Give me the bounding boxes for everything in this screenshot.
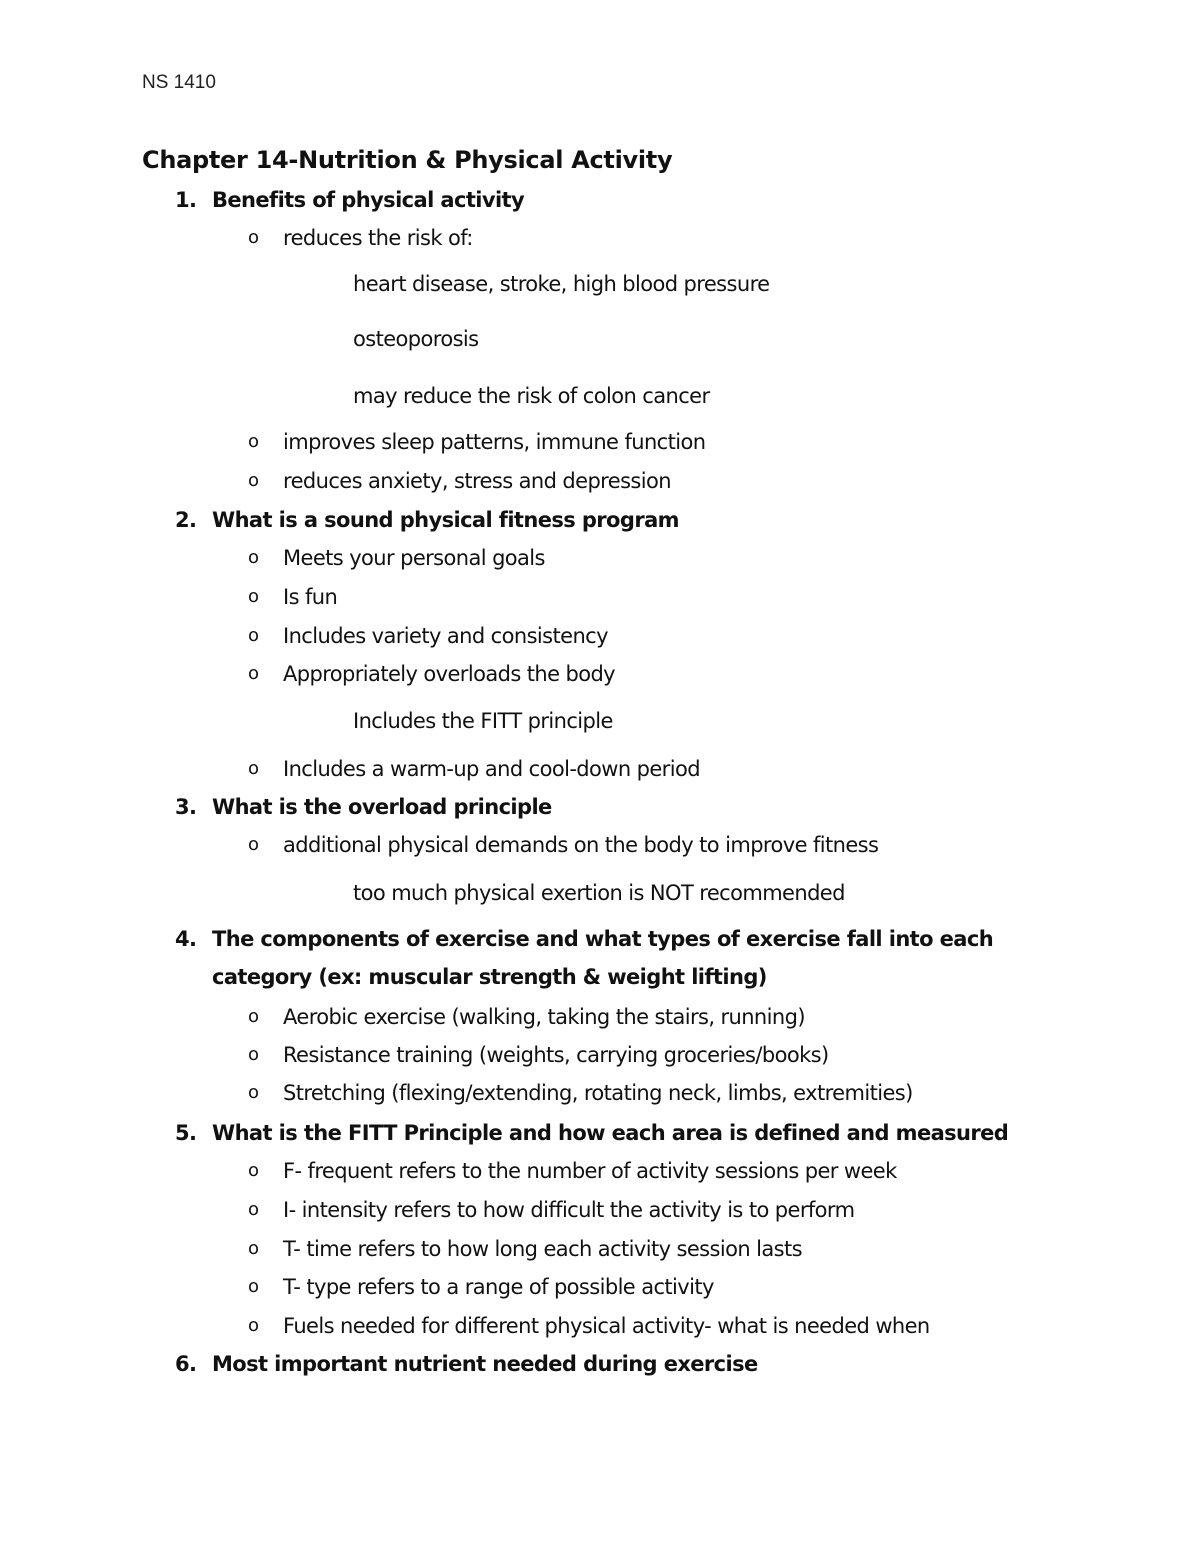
bullet-icon: o <box>248 547 259 568</box>
item-text: T- type refers to a range of possible activity <box>283 1275 714 1299</box>
section-question: Benefits of physical activity <box>212 188 525 212</box>
bullet-icon: o <box>248 1238 259 1259</box>
bullet-icon: o <box>248 1044 259 1065</box>
bullet-icon: o <box>248 758 259 779</box>
sub-item-text: may reduce the risk of colon cancer <box>353 384 710 408</box>
section-number: 4. <box>175 927 197 951</box>
item-text: additional physical demands on the body to improve fitness <box>283 833 879 857</box>
sub-item-text: heart disease, stroke, high blood pressure <box>353 272 770 296</box>
section-question: The components of exercise and what types of exercise fall into each <box>212 927 994 951</box>
bullet-icon: o <box>248 470 259 491</box>
section-number: 3. <box>175 795 197 819</box>
course-header: NS 1410 <box>142 72 216 93</box>
section-question-line-2: category (ex: muscular strength & weight lifting) <box>212 965 767 989</box>
item-text: Appropriately overloads the body <box>283 662 616 686</box>
item-text: Fuels needed for different physical activity- what is needed when <box>283 1314 930 1338</box>
item-text: I- intensity refers to how difficult the activity is to perform <box>283 1198 855 1222</box>
sub-item-text: osteoporosis <box>353 327 479 351</box>
item-text: reduces the risk of: <box>283 226 473 250</box>
sub-item-text: too much physical exertion is NOT recommended <box>353 881 845 905</box>
item-text: Aerobic exercise (walking, taking the stairs, running) <box>283 1005 805 1029</box>
item-text: improves sleep patterns, immune function <box>283 430 706 454</box>
bullet-icon: o <box>248 1082 259 1103</box>
bullet-icon: o <box>248 1006 259 1027</box>
bullet-icon: o <box>248 625 259 646</box>
section-question: Most important nutrient needed during exercise <box>212 1352 758 1376</box>
bullet-icon: o <box>248 227 259 248</box>
section-number: 6. <box>175 1352 197 1376</box>
bullet-icon: o <box>248 1160 259 1181</box>
item-text: T- time refers to how long each activity session lasts <box>283 1237 802 1261</box>
section-question: What is the overload principle <box>212 795 552 819</box>
bullet-icon: o <box>248 663 259 684</box>
sub-item-text: Includes the FITT principle <box>353 709 613 733</box>
bullet-icon: o <box>248 1199 259 1220</box>
section-number: 1. <box>175 188 197 212</box>
item-text: reduces anxiety, stress and depression <box>283 469 671 493</box>
section-question: What is a sound physical fitness program <box>212 508 679 532</box>
section-number: 5. <box>175 1121 197 1145</box>
item-text: Includes variety and consistency <box>283 624 608 648</box>
item-text: F- frequent refers to the number of activity sessions per week <box>283 1159 897 1183</box>
item-text: Is fun <box>283 585 338 609</box>
bullet-icon: o <box>248 834 259 855</box>
item-text: Includes a warm-up and cool-down period <box>283 757 700 781</box>
item-text: Resistance training (weights, carrying groceries/books) <box>283 1043 829 1067</box>
section-question: What is the FITT Principle and how each area is defined and measured <box>212 1121 1009 1145</box>
page-title: Chapter 14-Nutrition & Physical Activity <box>142 146 673 174</box>
item-text: Stretching (flexing/extending, rotating neck, limbs, extremities) <box>283 1081 913 1105</box>
section-number: 2. <box>175 508 197 532</box>
bullet-icon: o <box>248 586 259 607</box>
item-text: Meets your personal goals <box>283 546 545 570</box>
bullet-icon: o <box>248 1276 259 1297</box>
bullet-icon: o <box>248 431 259 452</box>
bullet-icon: o <box>248 1315 259 1336</box>
